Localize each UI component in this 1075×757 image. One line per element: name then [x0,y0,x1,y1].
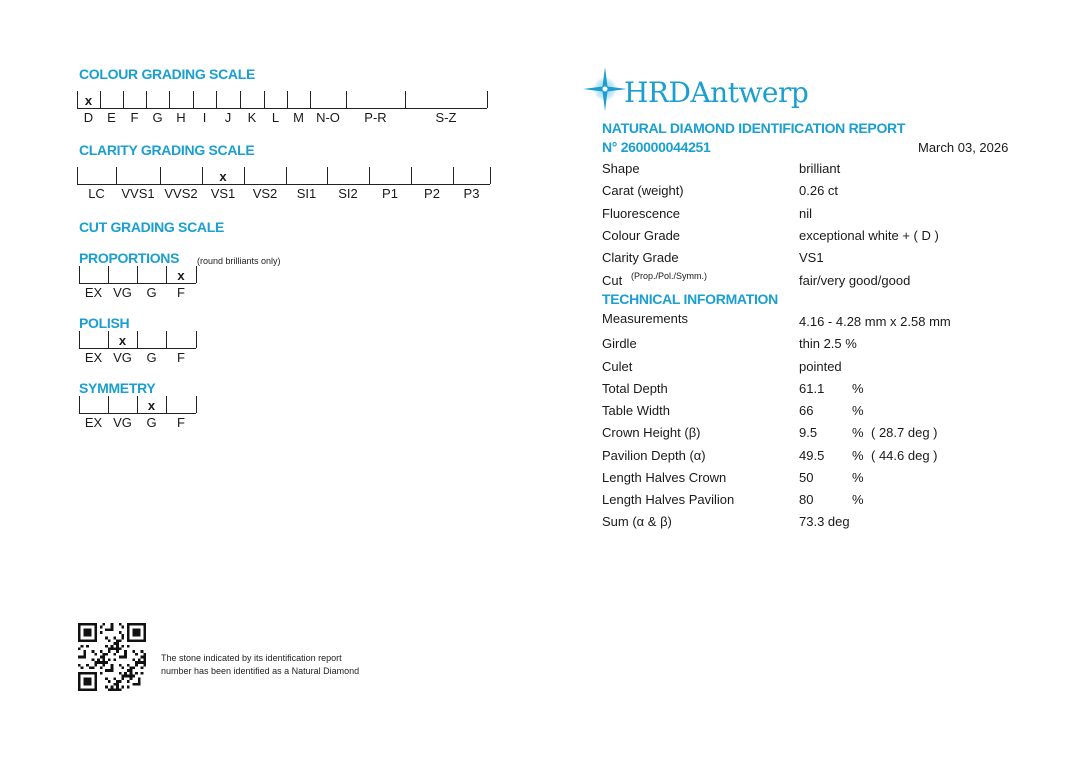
tech-unit: % [852,425,864,440]
grade-mark: x [177,268,185,283]
grade-label-g: G [146,415,157,430]
grade-label-i: I [202,110,207,125]
grade-label-s-z: S-Z [435,110,457,125]
field-label: Cut [602,273,623,288]
scale-tick [369,167,370,184]
tech-label: Length Halves Crown [602,470,727,485]
scale-tick [79,396,80,413]
scale-tick [453,167,454,184]
tech-label: Pavilion Depth (α) [602,448,706,463]
scale-tick [264,91,265,108]
qr-code-icon [78,623,146,691]
scale-tick [487,91,488,108]
tech-label: Length Halves Pavilion [602,492,735,507]
grade-label-g: G [146,350,157,365]
footer-note-line2: number has been identified as a Natural Diamond [161,666,360,676]
tech-value: 61.1 [799,381,825,396]
scale-tick [100,91,101,108]
scale-tick [196,266,197,283]
grade-label-p2: P2 [424,186,440,201]
report-date: March 03, 2026 [918,140,1009,155]
grade-mark: x [84,93,93,108]
scale-tick [193,91,194,108]
tech-value: 4.16 - 4.28 mm x 2.58 mm [799,314,951,329]
grade-label-vg: VG [113,415,132,430]
tech-label: Measurements [602,311,688,326]
grade-label-p-r: P-R [364,110,387,125]
grade-label-p1: P1 [382,186,398,201]
scale-tick [166,331,167,348]
scale-tick [196,396,197,413]
scale-line [77,108,487,109]
scale-tick [160,167,161,184]
grade-label-f: F [130,110,139,125]
sparkle-star-icon [582,66,628,112]
grade-label-g: G [152,110,163,125]
scale-tick [411,167,412,184]
field-value: VS1 [799,250,824,265]
technical-title: TECHNICAL INFORMATION [602,291,778,307]
scale-tick [116,167,117,184]
scale-tick [346,91,347,108]
grade-label-si2: SI2 [338,186,358,201]
proportions-title: PROPORTIONS [79,250,180,266]
grade-mark: x [219,169,227,184]
grade-label-vg: VG [113,285,132,300]
grade-label-vg: VG [113,350,132,365]
grade-label-vvs2: VVS2 [164,186,198,201]
cut-scale-title: CUT GRADING SCALE [79,219,225,235]
tech-value: 73.3 deg [799,514,850,529]
scale-tick [310,91,311,108]
footer-note [161,652,359,678]
field-value: brilliant [799,161,841,176]
grade-label-k: K [247,110,257,125]
tech-unit: % [852,470,864,485]
scale-tick [166,396,167,413]
grade-label-p3: P3 [463,186,480,201]
scale-tick [287,91,288,108]
field-label: Shape [602,161,640,176]
field-label: Carat (weight) [602,183,684,198]
grade-label-n-o: N-O [316,110,340,125]
tech-value: 66 [799,403,814,418]
tech-unit: % [852,381,864,396]
scale-line [79,348,196,349]
scale-tick [286,167,287,184]
field-value: fair/very good/good [799,273,911,288]
tech-value: 9.5 [799,425,818,440]
grade-mark: x [147,398,156,413]
scale-tick [244,167,245,184]
grade-mark: x [118,333,127,348]
scale-tick [137,266,138,283]
grade-label-ex: EX [84,285,103,300]
grade-label-lc: LC [88,186,105,201]
footer-note-line1: The stone indicated by its identification report [161,653,342,663]
scale-tick [79,331,80,348]
scale-tick [196,331,197,348]
tech-label: Total Depth [602,381,668,396]
field-label: Fluorescence [602,206,681,221]
proportions-note: (round brilliants only) [197,256,281,266]
clarity-grading-scale [77,167,489,203]
field-sublabel: (Prop./Pol./Symm.) [631,271,708,281]
proportions-scale [79,266,199,302]
scale-tick [123,91,124,108]
colour-scale-title: COLOUR GRADING SCALE [79,66,256,82]
tech-value: 50 [799,470,814,485]
report-title: NATURAL DIAMOND IDENTIFICATION REPORT [602,120,906,136]
grade-label-f: F [177,415,185,430]
grade-label-h: H [176,110,186,125]
tech-value: 49.5 [799,448,825,463]
hrd-antwerp-logo: HRDAntwerp [624,76,809,109]
field-value: exceptional white + ( D ) [799,228,939,243]
field-label: Clarity Grade [602,250,679,265]
scale-tick [137,331,138,348]
tech-label: Crown Height (β) [602,425,701,440]
grade-label-vvs1: VVS1 [121,186,155,201]
tech-label: Sum (α & β) [602,514,672,529]
scale-tick [327,167,328,184]
tech-value: 80 [799,492,814,507]
field-label: Colour Grade [602,228,681,243]
grade-label-e: E [107,110,116,125]
tech-extra: ( 44.6 deg ) [871,448,938,463]
scale-tick [79,266,80,283]
grade-label-m: M [293,110,304,125]
grade-label-d: D [83,110,94,125]
scale-tick [169,91,170,108]
scale-tick [108,266,109,283]
scale-tick [108,396,109,413]
grade-label-f: F [177,350,185,365]
tech-label: Girdle [602,336,637,351]
symmetry-title: SYMMETRY [79,380,156,396]
tech-value: thin 2.5 % [799,336,857,351]
grade-label-ex: EX [84,415,103,430]
field-value: nil [799,206,813,221]
report-number: N° 260000044251 [602,139,711,155]
symmetry-scale [79,396,199,432]
clarity-scale-title: CLARITY GRADING SCALE [79,142,255,158]
scale-tick [490,167,491,184]
grade-label-g: G [146,285,157,300]
scale-tick [216,91,217,108]
grade-label-ex: EX [84,350,103,365]
scale-line [79,413,196,414]
tech-unit: % [852,492,864,507]
tech-unit: % [852,448,864,463]
colour-grading-scale [77,91,489,127]
polish-scale [79,331,199,367]
tech-label: Table Width [602,403,670,418]
scale-line [79,283,196,284]
tech-value: pointed [799,359,842,374]
scale-tick [77,167,78,184]
tech-label: Culet [602,359,633,374]
grade-label-vs2: VS2 [252,186,278,201]
polish-title: POLISH [79,315,130,331]
field-value: 0.26 ct [799,183,839,198]
tech-unit: % [852,403,864,418]
grade-label-j: J [224,110,232,125]
scale-tick [240,91,241,108]
tech-extra: ( 28.7 deg ) [871,425,938,440]
grade-label-vs1: VS1 [210,186,236,201]
grade-label-l: L [271,110,280,125]
grade-label-si1: SI1 [296,186,317,201]
scale-line [77,184,490,185]
scale-tick [146,91,147,108]
scale-tick [405,91,406,108]
grade-label-f: F [177,285,185,300]
